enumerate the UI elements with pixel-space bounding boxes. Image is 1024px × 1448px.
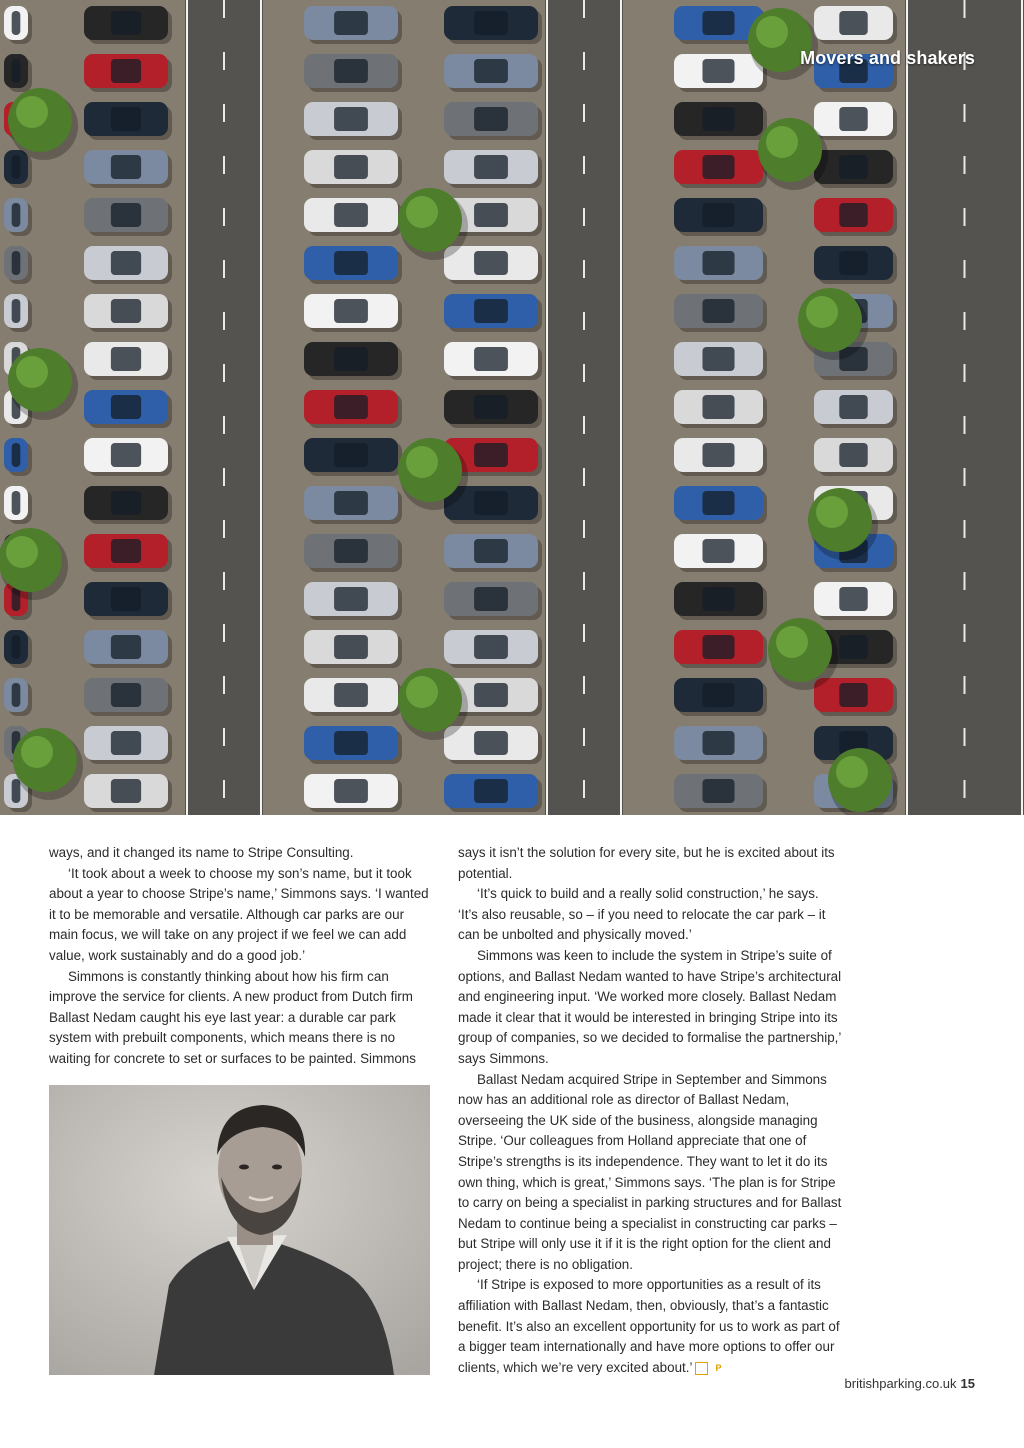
car-window [111, 155, 141, 179]
paragraph: ways, and it changed its name to Stripe Consulting. [49, 845, 354, 860]
article-left-column [49, 843, 429, 1070]
car-window [12, 11, 21, 35]
tree [21, 736, 53, 768]
car-window [702, 539, 734, 563]
tree [756, 16, 788, 48]
car-window [474, 491, 508, 515]
car-window [334, 443, 368, 467]
car-window [334, 731, 368, 755]
car-window [111, 203, 141, 227]
tree [806, 296, 838, 328]
car-window [839, 443, 867, 467]
car-window [111, 635, 141, 659]
tree [6, 536, 38, 568]
end-mark-icon: P [695, 1362, 708, 1375]
car-window [474, 587, 508, 611]
paragraph: Simmons was keen to include the system in Stripe’s suite of options, and Ballast Nedam wanted to have Stripe’s architectural and engineering input. ‘We worked more closely. Ballast Nedam made it clear that it would be interested in bringing Stripe into its group of companies, so we decided to formalise the partnership,’ says Simmons. [458, 947, 842, 1066]
tree [406, 446, 438, 478]
paragraph: Ballast Nedam acquired Stripe in September and Simmons now has an additional role as director of Ballast Nedam, overseeing the UK side of the business, alongside managing Stripe. ‘Our colleagues from Holland appreciate that one of Stripe’s strengths is its independence. They want to let it do its own thing, which is great,’ Simmons says. ‘The plan is for Stripe to carry on being a specialist in parking structures and for Ballast Nedam to continue being a specialist in constructing car parks – but Stripe will only use it if it is the right option for the client and project; there is no obligation. [458, 1071, 842, 1272]
car-window [111, 59, 141, 83]
car-window [111, 443, 141, 467]
article-right-column [458, 843, 842, 1378]
car-window [12, 491, 21, 515]
car-window [839, 11, 867, 35]
car-window [334, 779, 368, 803]
paragraph: ‘It took about a week to choose my son’s name, but it took about a year to choose Stripe’s name,’ Simmons says. ‘I wanted it to be memorable and versatile. Although car parks are our main focus, we will take on any project if we feel we can add value, work sustainably and do a good job.’ [49, 865, 429, 963]
car-window [474, 251, 508, 275]
car-window [334, 107, 368, 131]
car-window [839, 587, 867, 611]
car-window [702, 251, 734, 275]
page-footer [845, 1376, 975, 1391]
car-window [702, 11, 734, 35]
car-window [702, 779, 734, 803]
car-window [334, 635, 368, 659]
car-window [702, 395, 734, 419]
tree [16, 356, 48, 388]
tree [776, 626, 808, 658]
car-window [334, 395, 368, 419]
car-window [474, 347, 508, 371]
car-window [334, 59, 368, 83]
car-window [839, 635, 867, 659]
car-window [111, 395, 141, 419]
car-window [839, 251, 867, 275]
tree [836, 756, 868, 788]
car-window [111, 587, 141, 611]
car-window [702, 59, 734, 83]
car-window [702, 155, 734, 179]
man-portrait-image [49, 1085, 430, 1375]
car-window [839, 395, 867, 419]
car-window [474, 635, 508, 659]
car-window [111, 539, 141, 563]
paragraph-text: ‘If Stripe is exposed to more opportunities as a result of its affiliation with Ballast Nedam, then, obviously, that’s a fantastic benefit. It’s also an excellent opportunity for us to work as part of a bigger team internationally and have more options to offer our clients, which we’re very excited about.’ [458, 1277, 840, 1375]
car-window [702, 107, 734, 131]
car-window [12, 251, 21, 275]
car-window [702, 443, 734, 467]
paragraph: ‘It’s quick to build and a really solid construction,’ he says. ‘It’s also reusable, so – if you need to relocate the car park – it can be unbolted and physically moved.’ [458, 886, 826, 943]
car-window [111, 491, 141, 515]
paragraph: says it isn’t the solution for every site, but he is excited about its potential. [458, 845, 835, 881]
car-window [474, 779, 508, 803]
footer-site: britishparking.co.uk [844, 1376, 957, 1391]
portrait-photo [49, 1085, 430, 1375]
car-window [702, 203, 734, 227]
car-window [334, 11, 368, 35]
car-window [474, 203, 508, 227]
car-window [334, 251, 368, 275]
tree [816, 496, 848, 528]
car-window [12, 443, 21, 467]
car-window [12, 299, 21, 323]
car-window [839, 683, 867, 707]
car-window [839, 107, 867, 131]
car-window [334, 203, 368, 227]
car-window [702, 299, 734, 323]
car-window [474, 395, 508, 419]
car-window [839, 203, 867, 227]
car-window [111, 779, 141, 803]
car-window [111, 107, 141, 131]
car-window [474, 107, 508, 131]
car-window [702, 731, 734, 755]
car-window [334, 539, 368, 563]
car-window [334, 155, 368, 179]
car-window [702, 683, 734, 707]
car-window [12, 203, 21, 227]
car-window [111, 251, 141, 275]
car-window [474, 59, 508, 83]
car-window [702, 491, 734, 515]
car-window [334, 347, 368, 371]
car-window [12, 155, 21, 179]
paragraph: Simmons is constantly thinking about how his firm can improve the service for clients. A new product from Dutch firm Ballast Nedam caught his eye last year: a durable car park system with prebuilt components, which means there is no waiting for concrete to set or surfaces to be painted. Simmons [49, 968, 416, 1066]
car-window [474, 11, 508, 35]
tree [406, 676, 438, 708]
car-window [111, 347, 141, 371]
car-window [474, 299, 508, 323]
car-window [474, 683, 508, 707]
paragraph [458, 1275, 842, 1378]
tree [406, 196, 438, 228]
car-window [111, 299, 141, 323]
car-window [111, 11, 141, 35]
car-window [474, 155, 508, 179]
page-number: 15 [960, 1376, 975, 1391]
car-window [12, 779, 21, 803]
car-window [111, 731, 141, 755]
tree [16, 96, 48, 128]
car-window [839, 155, 867, 179]
car-window [474, 539, 508, 563]
car-window [334, 299, 368, 323]
car-window [474, 731, 508, 755]
tree [766, 126, 798, 158]
car-window [334, 683, 368, 707]
car-window [702, 635, 734, 659]
car-window [12, 683, 21, 707]
car-window [12, 635, 21, 659]
car-window [474, 443, 508, 467]
car-window [334, 491, 368, 515]
car-window [111, 683, 141, 707]
car-window [12, 59, 21, 83]
section-label: Movers and shakers [800, 48, 975, 68]
car-window [702, 587, 734, 611]
car-window [702, 347, 734, 371]
car-window [334, 587, 368, 611]
